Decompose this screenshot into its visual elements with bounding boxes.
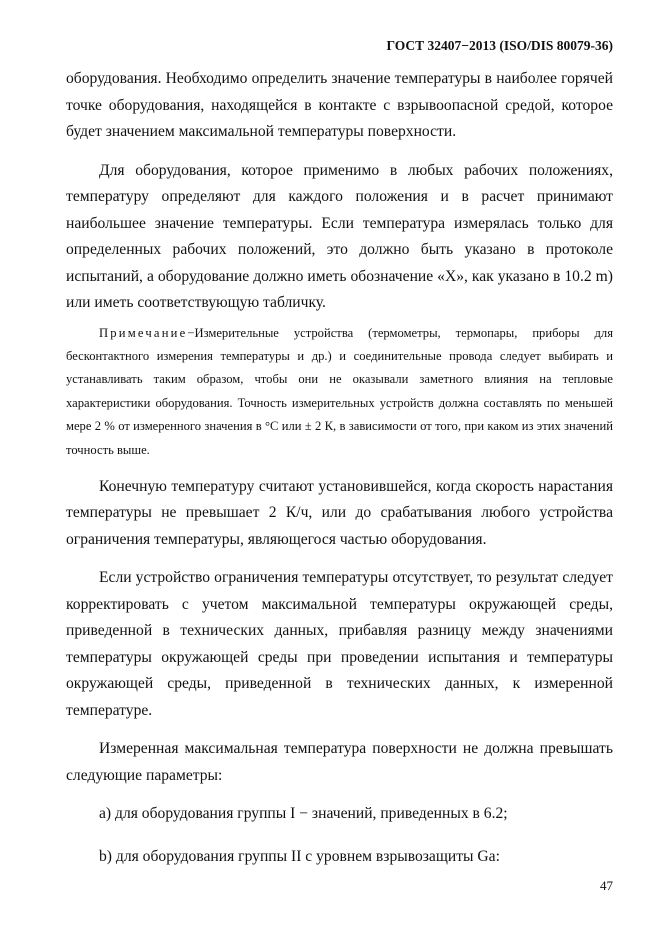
page-body bbox=[66, 66, 613, 886]
paragraph-limits: Измеренная максимальная температура поверхности не должна превышать следующие параметры: bbox=[66, 740, 613, 784]
note-dash: − bbox=[187, 325, 195, 340]
page-number: 47 bbox=[600, 878, 613, 893]
paragraph-operating-positions: Для оборудования, которое применимо в любых рабочих положениях, температуру определяют для каждого положения и в расчет принимают наибольшее значение температуры. Если температура измерялась только для определенных рабочих положений, это должно быть указано в протоколе испытаний, а оборудование должно иметь обозначение «X», как указано в 10.2 m) или иметь соответствующую табличку. bbox=[66, 161, 613, 311]
paragraph-correction: Если устройство ограничения температуры отсутствует, то результат следует корректировать с учетом максимальной температуры окружающей среды, приведенной в технических данных, прибавляя разницу между значениями температуры окружающей среды при проведении испытания и температуры окружающей среды, приведенной в технических данных, к измеренной температуре. bbox=[66, 569, 613, 719]
document-header: ГОСТ 32407−2013 (ISO/DIS 80079-36) bbox=[386, 38, 613, 53]
note bbox=[66, 322, 613, 462]
note-text: Измерительные устройства (термометры, термопары, приборы для бесконтактного измерения температуры и др.) и соединительные провода следует выбирать и устанавливать таким образом, чтобы они не оказывали заметного влияния на тепловые характеристики оборудования. Точность измерительных устройств должна составлять по меньшей мере 2 % от измеренного значения в °С или ± 2 К, в зависимости от того, при каком из этих значений точность выше. bbox=[66, 325, 613, 457]
note-label: Примечание bbox=[99, 325, 188, 340]
paragraph-continuation: оборудования. Необходимо определить значение температуры в наиболее горячей точке оборудования, находящейся в контакте с взрывоопасной средой, которое будет значением максимальной температуры поверхности. bbox=[66, 70, 613, 140]
list-item-b: b) для оборудования группы II с уровнем взрывозащиты Ga: bbox=[99, 847, 500, 865]
list-item-a: a) для оборудования группы I − значений, приведенных в 6.2; bbox=[99, 805, 508, 823]
paragraph-final-temperature: Конечную температуру считают установившейся, когда скорость нарастания температуры не превышает 2 К/ч, или до срабатывания любого устройства ограничения температуры, являющегося частью оборудования. bbox=[66, 477, 613, 548]
